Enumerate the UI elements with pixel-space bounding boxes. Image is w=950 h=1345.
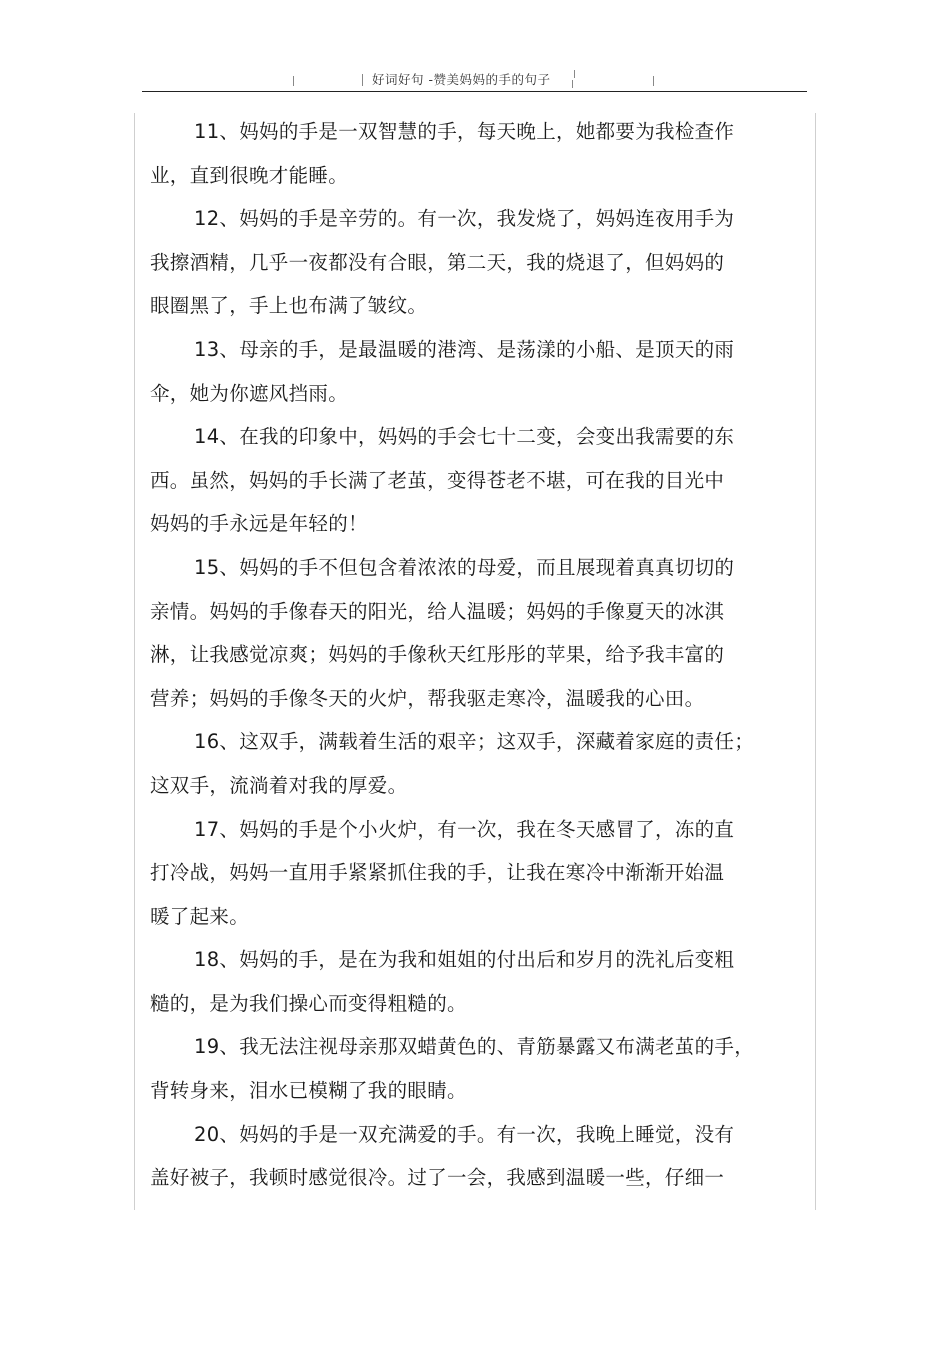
paragraph-line: 15、妈妈的手不但包含着浓浓的母爱，而且展现着真真切切的 xyxy=(194,555,735,579)
paragraph-line: 11、妈妈的手是一双智慧的手，每天晚上，她都要为我检查作 xyxy=(194,120,735,143)
paragraph-line: 暖了起来。 xyxy=(150,904,250,928)
paragraph-line: 13、母亲的手，是最温暖的港湾、是荡漾的小船、是顶天的雨 xyxy=(194,337,735,361)
paragraph-line: 西。虽然，妈妈的手长满了老茧，变得苍老不堪，可在我的目光中 xyxy=(150,468,725,492)
left-margin-line xyxy=(134,113,135,1210)
paragraph-line: 营养；妈妈的手像冬天的火炉，帮我驱走寒冷，温暖我的心田。 xyxy=(150,686,705,710)
paragraph-line: 妈妈的手永远是年轻的！ xyxy=(150,512,368,536)
paragraph-line: 糙的，是为我们操心而变得粗糙的。 xyxy=(150,991,467,1015)
right-margin-line xyxy=(815,113,816,1210)
paragraph-line: 背转身来，泪水已模糊了我的眼睛。 xyxy=(150,1079,467,1103)
sentence-paragraph xyxy=(150,415,770,546)
paragraph-line: 盖好被子，我顿时感觉很冷。过了一会，我感到温暖一些，仔细一 xyxy=(150,1166,725,1190)
paragraph-line: 亲情。妈妈的手像春天的阳光，给人温暖；妈妈的手像夏天的冰淇 xyxy=(150,599,725,623)
header-rule xyxy=(142,91,807,92)
header-divider-title xyxy=(362,74,363,86)
sentence-paragraph xyxy=(150,546,770,720)
sentence-paragraph xyxy=(150,808,770,939)
page-header xyxy=(0,66,950,92)
paragraph-line: 20、妈妈的手是一双充满爱的手。有一次，我晚上睡觉，没有 xyxy=(194,1122,735,1146)
sentence-paragraph xyxy=(150,328,770,415)
paragraph-line: 17、妈妈的手是个小火炉，有一次，我在冬天感冒了，冻的直 xyxy=(194,817,735,841)
sentence-paragraph xyxy=(150,720,770,807)
sentence-paragraph xyxy=(150,1025,770,1112)
header-divider-far-right xyxy=(653,76,654,86)
header-divider-right-b xyxy=(572,80,573,88)
sentence-paragraph xyxy=(150,110,770,197)
paragraph-line: 伞，她为你遮风挡雨。 xyxy=(150,381,349,405)
paragraph-line: 18、妈妈的手，是在为我和姐姐的付出后和岁月的洗礼后变粗 xyxy=(194,948,735,972)
paragraph-line: 12、妈妈的手是辛劳的。有一次，我发烧了，妈妈连夜用手为 xyxy=(194,207,735,231)
paragraph-line: 我擦酒精，几乎一夜都没有合眼，第二天，我的烧退了，但妈妈的 xyxy=(150,250,725,274)
paragraph-line: 淋，让我感觉凉爽；妈妈的手像秋天红彤彤的苹果，给予我丰富的 xyxy=(150,643,725,667)
header-title: 好词好句 -赞美妈妈的手的句子 xyxy=(372,72,551,87)
header-divider-right-a xyxy=(574,70,575,78)
sentence-paragraph xyxy=(150,197,770,328)
header-divider-left xyxy=(293,76,294,86)
sentence-paragraph xyxy=(150,938,770,1025)
paragraph-line: 打冷战，妈妈一直用手紧紧抓住我的手，让我在寒冷中渐渐开始温 xyxy=(150,861,725,885)
paragraph-line: 眼圈黑了，手上也布满了皱纹。 xyxy=(150,294,428,318)
paragraph-line: 16、这双手，满载着生活的艰辛；这双手，深藏着家庭的责任； xyxy=(194,730,755,754)
document-body xyxy=(150,110,770,1200)
sentence-paragraph xyxy=(150,1113,770,1200)
paragraph-line: 19、我无法注视母亲那双蜡黄色的、青筋暴露又布满老茧的手， xyxy=(194,1035,755,1059)
paragraph-line: 这双手，流淌着对我的厚爱。 xyxy=(150,773,408,797)
paragraph-line: 业，直到很晚才能睡。 xyxy=(150,163,349,187)
paragraph-line: 14、在我的印象中，妈妈的手会七十二变，会变出我需要的东 xyxy=(194,425,735,449)
